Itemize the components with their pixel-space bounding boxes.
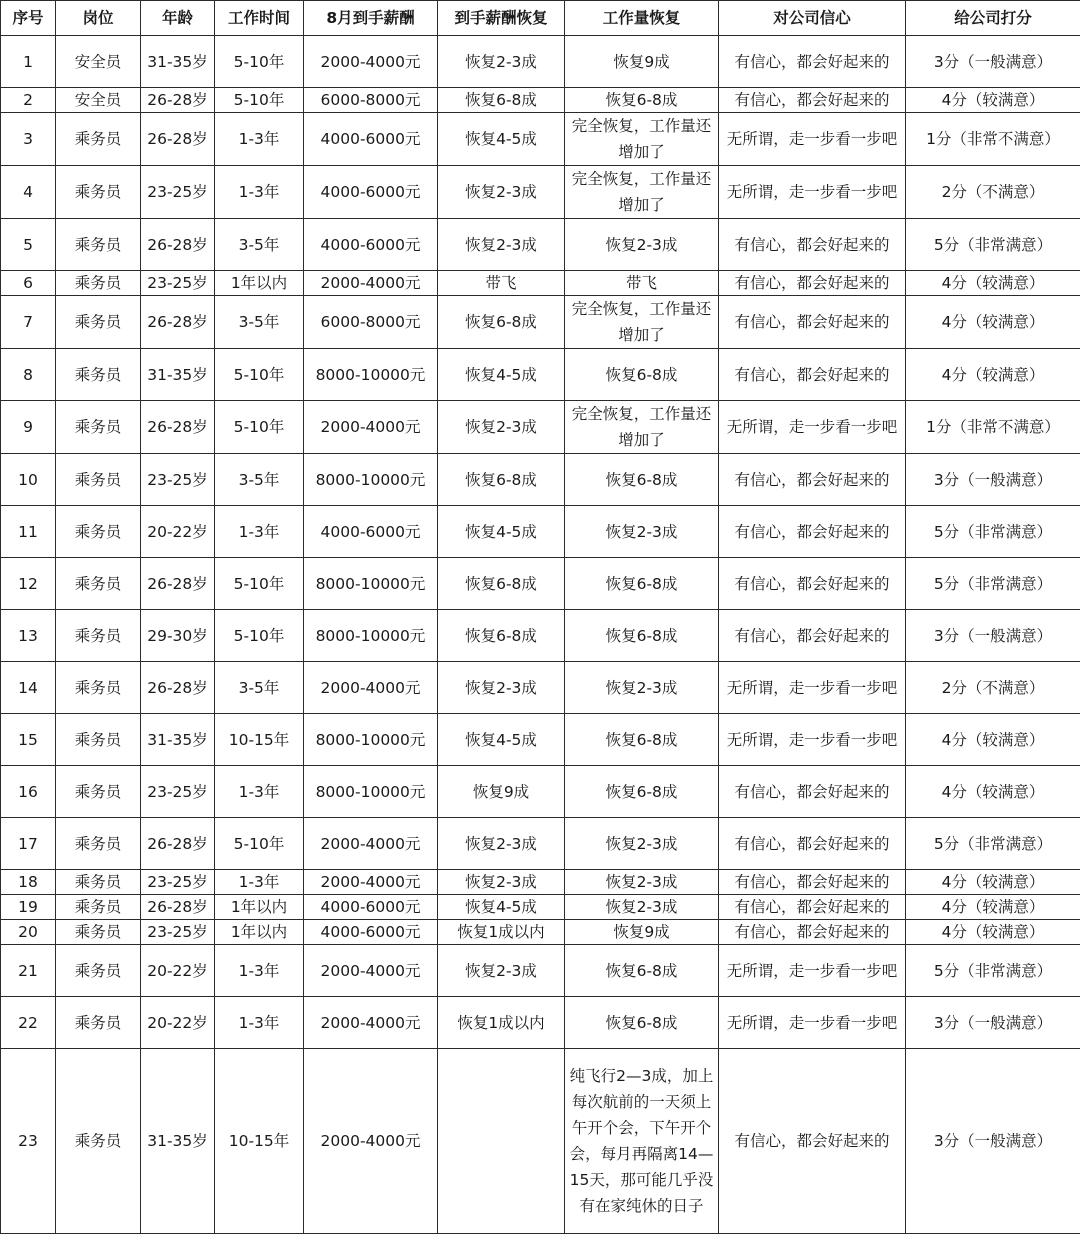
table-body [1, 36, 1080, 1234]
cell-rating: 3分（一般满意） [906, 454, 1080, 506]
cell-tenure: 3-5年 [215, 219, 304, 271]
cell-rating: 5分（非常满意） [906, 818, 1080, 870]
table-row [1, 895, 1080, 920]
cell-age: 26-28岁 [141, 401, 215, 454]
cell-tenure: 1-3年 [215, 766, 304, 818]
cell-tenure: 1年以内 [215, 271, 304, 296]
cell-tenure: 1-3年 [215, 870, 304, 895]
table-row [1, 349, 1080, 401]
cell-august-pay: 2000-4000元 [304, 271, 438, 296]
cell-workload-recovery: 完全恢复，工作量还增加了 [565, 166, 719, 219]
header-workload-recovery: 工作量恢复 [565, 1, 719, 36]
cell-index: 1 [1, 36, 56, 88]
cell-confidence: 无所谓，走一步看一步吧 [719, 662, 906, 714]
cell-position: 乘务员 [56, 818, 141, 870]
cell-confidence: 有信心，都会好起来的 [719, 610, 906, 662]
cell-rating: 5分（非常满意） [906, 219, 1080, 271]
cell-august-pay: 4000-6000元 [304, 219, 438, 271]
cell-index: 2 [1, 88, 56, 113]
cell-confidence: 有信心，都会好起来的 [719, 36, 906, 88]
cell-rating: 4分（较满意） [906, 920, 1080, 945]
cell-pay-recovery: 恢复6-8成 [438, 296, 565, 349]
cell-workload-recovery: 恢复6-8成 [565, 945, 719, 997]
header-position: 岗位 [56, 1, 141, 36]
cell-august-pay: 2000-4000元 [304, 401, 438, 454]
cell-position: 安全员 [56, 36, 141, 88]
cell-workload-recovery: 恢复2-3成 [565, 818, 719, 870]
cell-index: 15 [1, 714, 56, 766]
cell-workload-recovery: 恢复6-8成 [565, 714, 719, 766]
cell-age: 20-22岁 [141, 997, 215, 1049]
cell-tenure: 1-3年 [215, 166, 304, 219]
cell-tenure: 5-10年 [215, 36, 304, 88]
cell-confidence: 有信心，都会好起来的 [719, 895, 906, 920]
cell-workload-recovery: 恢复2-3成 [565, 870, 719, 895]
table-row [1, 610, 1080, 662]
cell-workload-recovery: 完全恢复，工作量还增加了 [565, 296, 719, 349]
cell-index: 6 [1, 271, 56, 296]
cell-rating: 4分（较满意） [906, 895, 1080, 920]
cell-pay-recovery: 恢复4-5成 [438, 506, 565, 558]
cell-rating: 3分（一般满意） [906, 997, 1080, 1049]
cell-position: 乘务员 [56, 401, 141, 454]
cell-august-pay: 2000-4000元 [304, 870, 438, 895]
cell-age: 31-35岁 [141, 714, 215, 766]
cell-position: 乘务员 [56, 506, 141, 558]
cell-position: 乘务员 [56, 558, 141, 610]
header-index: 序号 [1, 1, 56, 36]
cell-index: 17 [1, 818, 56, 870]
header-august-pay: 8月到手薪酬 [304, 1, 438, 36]
table-row [1, 920, 1080, 945]
table-row [1, 997, 1080, 1049]
cell-confidence: 无所谓，走一步看一步吧 [719, 113, 906, 166]
cell-age: 23-25岁 [141, 766, 215, 818]
cell-rating: 4分（较满意） [906, 88, 1080, 113]
cell-confidence: 有信心，都会好起来的 [719, 219, 906, 271]
header-tenure: 工作时间 [215, 1, 304, 36]
cell-confidence: 有信心，都会好起来的 [719, 88, 906, 113]
cell-tenure: 1年以内 [215, 920, 304, 945]
table-row [1, 36, 1080, 88]
cell-august-pay: 2000-4000元 [304, 945, 438, 997]
cell-pay-recovery: 恢复1成以内 [438, 920, 565, 945]
cell-rating: 3分（一般满意） [906, 1049, 1080, 1234]
cell-august-pay: 6000-8000元 [304, 88, 438, 113]
cell-pay-recovery: 恢复9成 [438, 766, 565, 818]
cell-position: 乘务员 [56, 610, 141, 662]
cell-index: 5 [1, 219, 56, 271]
cell-index: 22 [1, 997, 56, 1049]
cell-rating: 4分（较满意） [906, 271, 1080, 296]
cell-tenure: 1-3年 [215, 113, 304, 166]
cell-confidence: 有信心，都会好起来的 [719, 766, 906, 818]
cell-august-pay: 6000-8000元 [304, 296, 438, 349]
cell-workload-recovery: 恢复6-8成 [565, 349, 719, 401]
cell-age: 26-28岁 [141, 296, 215, 349]
cell-august-pay: 8000-10000元 [304, 558, 438, 610]
cell-position: 乘务员 [56, 113, 141, 166]
cell-tenure: 1-3年 [215, 945, 304, 997]
table-row [1, 454, 1080, 506]
cell-pay-recovery: 恢复4-5成 [438, 349, 565, 401]
cell-workload-recovery: 恢复6-8成 [565, 88, 719, 113]
cell-confidence: 有信心，都会好起来的 [719, 558, 906, 610]
cell-index: 9 [1, 401, 56, 454]
table-row [1, 219, 1080, 271]
cell-tenure: 3-5年 [215, 662, 304, 714]
cell-august-pay: 2000-4000元 [304, 997, 438, 1049]
cell-pay-recovery: 恢复6-8成 [438, 558, 565, 610]
cell-tenure: 10-15年 [215, 714, 304, 766]
table-row [1, 558, 1080, 610]
header-age: 年龄 [141, 1, 215, 36]
cell-confidence: 无所谓，走一步看一步吧 [719, 945, 906, 997]
cell-workload-recovery: 恢复6-8成 [565, 454, 719, 506]
cell-august-pay: 2000-4000元 [304, 1049, 438, 1234]
table-row [1, 401, 1080, 454]
table-row [1, 296, 1080, 349]
cell-pay-recovery: 恢复2-3成 [438, 401, 565, 454]
cell-tenure: 5-10年 [215, 349, 304, 401]
cell-position: 乘务员 [56, 766, 141, 818]
cell-tenure: 10-15年 [215, 1049, 304, 1234]
cell-workload-recovery: 纯飞行2—3成，加上每次航前的一天须上午开个会，下午开个会，每月再隔离14—15天，那可能几乎没有在家纯休的日子 [565, 1049, 719, 1234]
cell-august-pay: 8000-10000元 [304, 349, 438, 401]
cell-age: 26-28岁 [141, 818, 215, 870]
cell-tenure: 1-3年 [215, 506, 304, 558]
cell-rating: 4分（较满意） [906, 766, 1080, 818]
table-row [1, 818, 1080, 870]
table-row [1, 662, 1080, 714]
cell-age: 26-28岁 [141, 113, 215, 166]
cell-age: 23-25岁 [141, 870, 215, 895]
cell-index: 10 [1, 454, 56, 506]
cell-position: 安全员 [56, 88, 141, 113]
cell-index: 23 [1, 1049, 56, 1234]
cell-august-pay: 8000-10000元 [304, 766, 438, 818]
cell-tenure: 5-10年 [215, 558, 304, 610]
cell-confidence: 有信心，都会好起来的 [719, 296, 906, 349]
cell-workload-recovery: 恢复2-3成 [565, 895, 719, 920]
cell-pay-recovery: 恢复6-8成 [438, 454, 565, 506]
table-row [1, 1049, 1080, 1234]
cell-workload-recovery: 带飞 [565, 271, 719, 296]
cell-tenure: 3-5年 [215, 454, 304, 506]
cell-index: 13 [1, 610, 56, 662]
cell-rating: 2分（不满意） [906, 662, 1080, 714]
cell-age: 23-25岁 [141, 920, 215, 945]
cell-pay-recovery: 恢复4-5成 [438, 895, 565, 920]
cell-tenure: 5-10年 [215, 818, 304, 870]
cell-tenure: 1-3年 [215, 997, 304, 1049]
cell-age: 26-28岁 [141, 895, 215, 920]
cell-index: 16 [1, 766, 56, 818]
cell-rating: 1分（非常不满意） [906, 113, 1080, 166]
cell-position: 乘务员 [56, 870, 141, 895]
cell-age: 23-25岁 [141, 454, 215, 506]
cell-tenure: 5-10年 [215, 610, 304, 662]
cell-age: 31-35岁 [141, 349, 215, 401]
cell-confidence: 有信心，都会好起来的 [719, 349, 906, 401]
cell-workload-recovery: 完全恢复，工作量还增加了 [565, 401, 719, 454]
cell-tenure: 3-5年 [215, 296, 304, 349]
cell-august-pay: 2000-4000元 [304, 662, 438, 714]
cell-index: 3 [1, 113, 56, 166]
cell-pay-recovery: 恢复2-3成 [438, 166, 565, 219]
cell-rating: 4分（较满意） [906, 296, 1080, 349]
cell-confidence: 有信心，都会好起来的 [719, 1049, 906, 1234]
cell-pay-recovery: 恢复2-3成 [438, 662, 565, 714]
cell-august-pay: 2000-4000元 [304, 36, 438, 88]
cell-index: 19 [1, 895, 56, 920]
header-confidence: 对公司信心 [719, 1, 906, 36]
cell-workload-recovery: 恢复6-8成 [565, 997, 719, 1049]
cell-august-pay: 8000-10000元 [304, 714, 438, 766]
table-row [1, 271, 1080, 296]
cell-confidence: 无所谓，走一步看一步吧 [719, 401, 906, 454]
cell-age: 23-25岁 [141, 271, 215, 296]
header-row [1, 1, 1080, 36]
cell-pay-recovery: 带飞 [438, 271, 565, 296]
cell-workload-recovery: 恢复9成 [565, 920, 719, 945]
cell-confidence: 无所谓，走一步看一步吧 [719, 166, 906, 219]
cell-confidence: 无所谓，走一步看一步吧 [719, 997, 906, 1049]
cell-pay-recovery: 恢复2-3成 [438, 219, 565, 271]
cell-age: 26-28岁 [141, 558, 215, 610]
cell-workload-recovery: 完全恢复，工作量还增加了 [565, 113, 719, 166]
cell-august-pay: 4000-6000元 [304, 506, 438, 558]
cell-position: 乘务员 [56, 296, 141, 349]
table-row [1, 714, 1080, 766]
cell-tenure: 5-10年 [215, 401, 304, 454]
table-row [1, 766, 1080, 818]
cell-confidence: 有信心，都会好起来的 [719, 818, 906, 870]
cell-age: 29-30岁 [141, 610, 215, 662]
cell-workload-recovery: 恢复2-3成 [565, 662, 719, 714]
cell-pay-recovery: 恢复2-3成 [438, 36, 565, 88]
cell-pay-recovery: 恢复1成以内 [438, 997, 565, 1049]
cell-workload-recovery: 恢复6-8成 [565, 766, 719, 818]
cell-position: 乘务员 [56, 219, 141, 271]
table-row [1, 113, 1080, 166]
cell-confidence: 有信心，都会好起来的 [719, 271, 906, 296]
table-row [1, 166, 1080, 219]
cell-workload-recovery: 恢复6-8成 [565, 610, 719, 662]
cell-confidence: 无所谓，走一步看一步吧 [719, 714, 906, 766]
cell-confidence: 有信心，都会好起来的 [719, 454, 906, 506]
cell-position: 乘务员 [56, 1049, 141, 1234]
cell-position: 乘务员 [56, 166, 141, 219]
cell-pay-recovery: 恢复6-8成 [438, 88, 565, 113]
cell-tenure: 5-10年 [215, 88, 304, 113]
cell-rating: 5分（非常满意） [906, 945, 1080, 997]
cell-index: 14 [1, 662, 56, 714]
cell-rating: 5分（非常满意） [906, 506, 1080, 558]
cell-index: 4 [1, 166, 56, 219]
cell-position: 乘务员 [56, 920, 141, 945]
cell-age: 26-28岁 [141, 219, 215, 271]
cell-age: 31-35岁 [141, 1049, 215, 1234]
cell-confidence: 有信心，都会好起来的 [719, 920, 906, 945]
cell-august-pay: 8000-10000元 [304, 454, 438, 506]
cell-tenure: 1年以内 [215, 895, 304, 920]
cell-rating: 4分（较满意） [906, 714, 1080, 766]
cell-rating: 3分（一般满意） [906, 610, 1080, 662]
cell-pay-recovery [438, 1049, 565, 1234]
cell-rating: 5分（非常满意） [906, 558, 1080, 610]
cell-pay-recovery: 恢复2-3成 [438, 870, 565, 895]
cell-rating: 1分（非常不满意） [906, 401, 1080, 454]
cell-position: 乘务员 [56, 714, 141, 766]
table-row [1, 506, 1080, 558]
cell-pay-recovery: 恢复4-5成 [438, 714, 565, 766]
header-pay-recovery: 到手薪酬恢复 [438, 1, 565, 36]
cell-rating: 3分（一般满意） [906, 36, 1080, 88]
cell-rating: 4分（较满意） [906, 870, 1080, 895]
cell-workload-recovery: 恢复2-3成 [565, 219, 719, 271]
cell-index: 7 [1, 296, 56, 349]
cell-august-pay: 4000-6000元 [304, 895, 438, 920]
cell-index: 18 [1, 870, 56, 895]
header-rating: 给公司打分 [906, 1, 1080, 36]
cell-position: 乘务员 [56, 895, 141, 920]
cell-pay-recovery: 恢复2-3成 [438, 945, 565, 997]
cell-august-pay: 4000-6000元 [304, 920, 438, 945]
table-row [1, 88, 1080, 113]
cell-august-pay: 8000-10000元 [304, 610, 438, 662]
cell-confidence: 有信心，都会好起来的 [719, 870, 906, 895]
cell-age: 20-22岁 [141, 945, 215, 997]
cell-position: 乘务员 [56, 997, 141, 1049]
cell-position: 乘务员 [56, 454, 141, 506]
cell-index: 12 [1, 558, 56, 610]
cell-pay-recovery: 恢复4-5成 [438, 113, 565, 166]
cell-august-pay: 2000-4000元 [304, 818, 438, 870]
cell-position: 乘务员 [56, 662, 141, 714]
cell-position: 乘务员 [56, 349, 141, 401]
cell-age: 31-35岁 [141, 36, 215, 88]
cell-workload-recovery: 恢复6-8成 [565, 558, 719, 610]
cell-rating: 4分（较满意） [906, 349, 1080, 401]
cell-workload-recovery: 恢复9成 [565, 36, 719, 88]
cell-age: 26-28岁 [141, 662, 215, 714]
cell-pay-recovery: 恢复2-3成 [438, 818, 565, 870]
cell-confidence: 有信心，都会好起来的 [719, 506, 906, 558]
cell-august-pay: 4000-6000元 [304, 113, 438, 166]
cell-pay-recovery: 恢复6-8成 [438, 610, 565, 662]
cell-age: 23-25岁 [141, 166, 215, 219]
cell-august-pay: 4000-6000元 [304, 166, 438, 219]
cell-rating: 2分（不满意） [906, 166, 1080, 219]
cell-position: 乘务员 [56, 271, 141, 296]
cell-age: 20-22岁 [141, 506, 215, 558]
cell-workload-recovery: 恢复2-3成 [565, 506, 719, 558]
table-row [1, 945, 1080, 997]
cell-index: 21 [1, 945, 56, 997]
table-row [1, 870, 1080, 895]
cell-index: 20 [1, 920, 56, 945]
cell-index: 8 [1, 349, 56, 401]
cell-age: 26-28岁 [141, 88, 215, 113]
cell-index: 11 [1, 506, 56, 558]
cell-position: 乘务员 [56, 945, 141, 997]
